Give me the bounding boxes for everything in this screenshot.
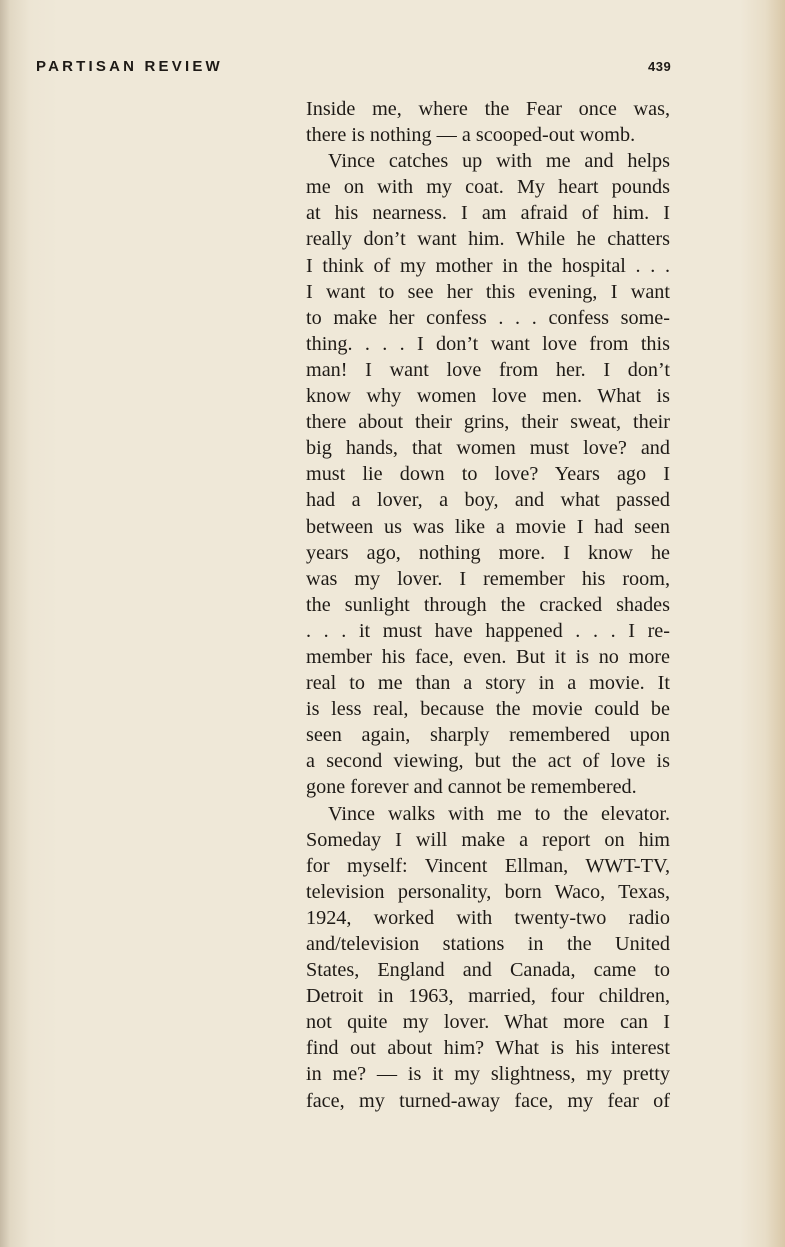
text-line: gone forever and cannot be remembered. [306,776,637,799]
paragraph-first-line: Vince catches up with me and helps [328,150,670,173]
text-line: big hands, that women must love? and [306,437,670,460]
text-line: to make her confess . . . confess some- [306,306,670,329]
text-line: face, my turned-away face, my fear of [306,1089,670,1112]
text-line: years ago, nothing more. I know he [306,541,670,564]
text-line: real to me than a story in a movie. It [306,672,670,695]
text-line: find out about him? What is his interest [306,1037,670,1060]
text-line: member his face, even. But it is no more [306,645,670,668]
journal-title: PARTISAN REVIEW [36,58,223,75]
text-line: and/television stations in the United [306,933,670,955]
text-line: not quite my lover. What more can I [306,1011,670,1034]
text-line: States, England and Canada, came to [306,959,670,982]
text-line: Inside me, where the Fear once was, [306,98,670,120]
text-line: know why women love men. What is [306,385,670,408]
text-line: really don’t want him. While he chatters [306,228,670,251]
text-line: I want to see her this evening, I want [306,280,670,303]
text-line: I think of my mother in the hospital . . . [306,254,670,277]
text-line: Detroit in 1963, married, four children, [306,985,670,1008]
text-line: seen again, sharply remembered upon [306,724,670,747]
text-line: Someday I will make a report on him [306,828,670,851]
text-line: . . . it must have happened . . . I re- [306,619,670,642]
text-line: there is nothing — a scooped-out womb. [306,124,636,147]
text-line: between us was like a movie I had seen [306,515,670,538]
text-line: there about their grins, their sweat, their [306,411,670,434]
text-line: is less real, because the movie could be [306,698,670,721]
running-head [36,58,672,82]
text-line: was my lover. I remember his room, [306,567,670,590]
text-line: thing. . . . I don’t want love from this [306,332,670,355]
text-line: man! I want love from her. I don’t [306,358,670,381]
text-line: me on with my coat. My heart pounds [306,176,670,199]
text-line: had a lover, a boy, and what passed [306,489,670,512]
text-line: must lie down to love? Years ago I [306,463,670,486]
body-text [306,96,670,1114]
text-line: a second viewing, but the act of love is [306,750,670,773]
text-line: 1924, worked with twenty-two radio [306,906,670,929]
text-line: television personality, born Waco, Texas, [306,880,670,903]
text-line: in me? — is it my slightness, my pretty [306,1063,670,1086]
text-line: for myself: Vincent Ellman, WWT-TV, [306,854,670,877]
text-line: at his nearness. I am afraid of him. I [306,202,670,225]
page-number: 439 [648,59,672,74]
text-line: the sunlight through the cracked shades [306,593,670,616]
paragraph-first-line: Vince walks with me to the elevator. [328,802,670,825]
